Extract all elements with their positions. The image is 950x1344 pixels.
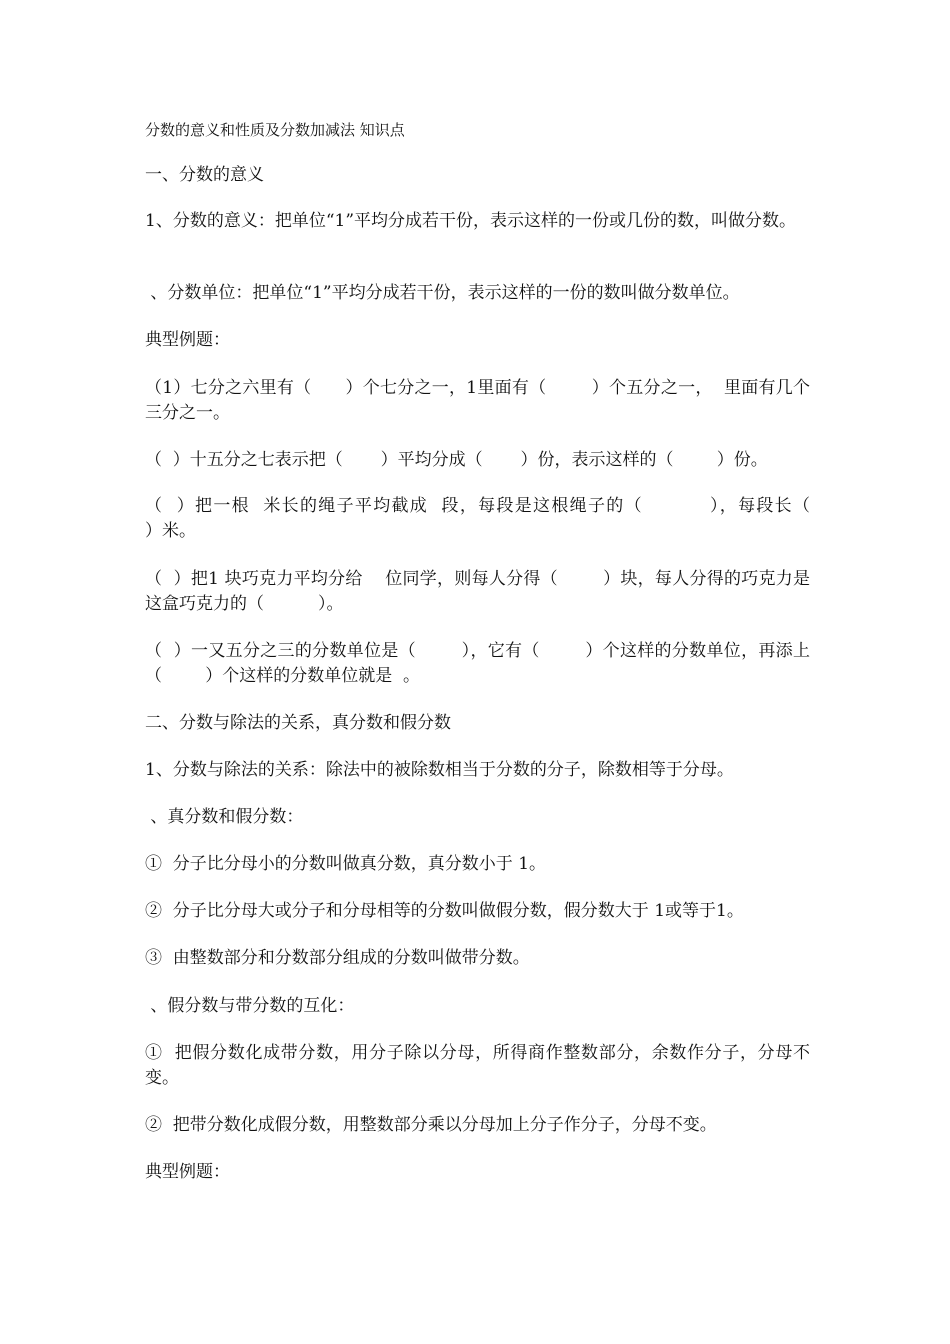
- section-1-example-5: （ ）一又五分之三的分数单位是（ ），它有（ ）个这样的分数单位，再添上（ ）个这样的分数单位就是 。: [145, 641, 810, 686]
- section-1-example-3: （ ）把一根 米长的绳子平均截成 段，每段是这根绳子的（ ），每段长（ ）米。: [145, 496, 865, 541]
- section-2-item-1: ① 分子比分母小的分数叫做真分数，真分数小于 1。: [145, 854, 547, 874]
- section-1-example-2: （ ）十五分之七表示把（ ）平均分成（ ）份，表示这样的（ ）份。: [145, 450, 768, 470]
- section-2-examples-label: 典型例题：: [145, 1162, 230, 1182]
- section-2-item-3: ③ 由整数部分和分数部分组成的分数叫做带分数。: [145, 948, 530, 968]
- section-1-examples-label: 典型例题：: [145, 330, 230, 350]
- section-2-heading: 二、分数与除法的关系，真分数和假分数: [145, 713, 451, 733]
- section-2-point-3: 、假分数与带分数的互化：: [145, 996, 355, 1016]
- section-1-point-1: 1、分数的意义：把单位“1”平均分成若干份，表示这样的一份或几份的数，叫做分数。: [145, 211, 797, 231]
- section-2-item-2: ② 分子比分母大或分子和分母相等的分数叫做假分数，假分数大于 1或等于1。: [145, 901, 744, 921]
- section-2-point-2: 、真分数和假分数：: [145, 807, 304, 827]
- document-title: 分数的意义和性质及分数加减法 知识点: [145, 121, 405, 139]
- section-1-example-4: （ ）把1 块巧克力平均分给 位同学，则每人分得（ ）块，每人分得的巧克力是这盒巧克力的（ ）。: [145, 569, 810, 614]
- section-1-heading: 一、分数的意义: [145, 165, 264, 185]
- section-2-conversion-2: ② 把带分数化成假分数，用整数部分乘以分母加上分子作分子，分母不变。: [145, 1115, 717, 1135]
- section-2-point-1: 1、分数与除法的关系：除法中的被除数相当于分数的分子，除数相等于分母。: [145, 760, 734, 780]
- section-1-example-1: （1）七分之六里有（ ）个七分之一，1里面有（ ）个五分之一， 里面有几个三分之一。: [145, 378, 810, 423]
- section-1-point-2: 、分数单位：把单位“1”平均分成若干份，表示这样的一份的数叫做分数单位。: [145, 283, 740, 303]
- section-2-conversion-1: ① 把假分数化成带分数，用分子除以分母，所得商作整数部分，余数作分子，分母不变。: [145, 1043, 810, 1088]
